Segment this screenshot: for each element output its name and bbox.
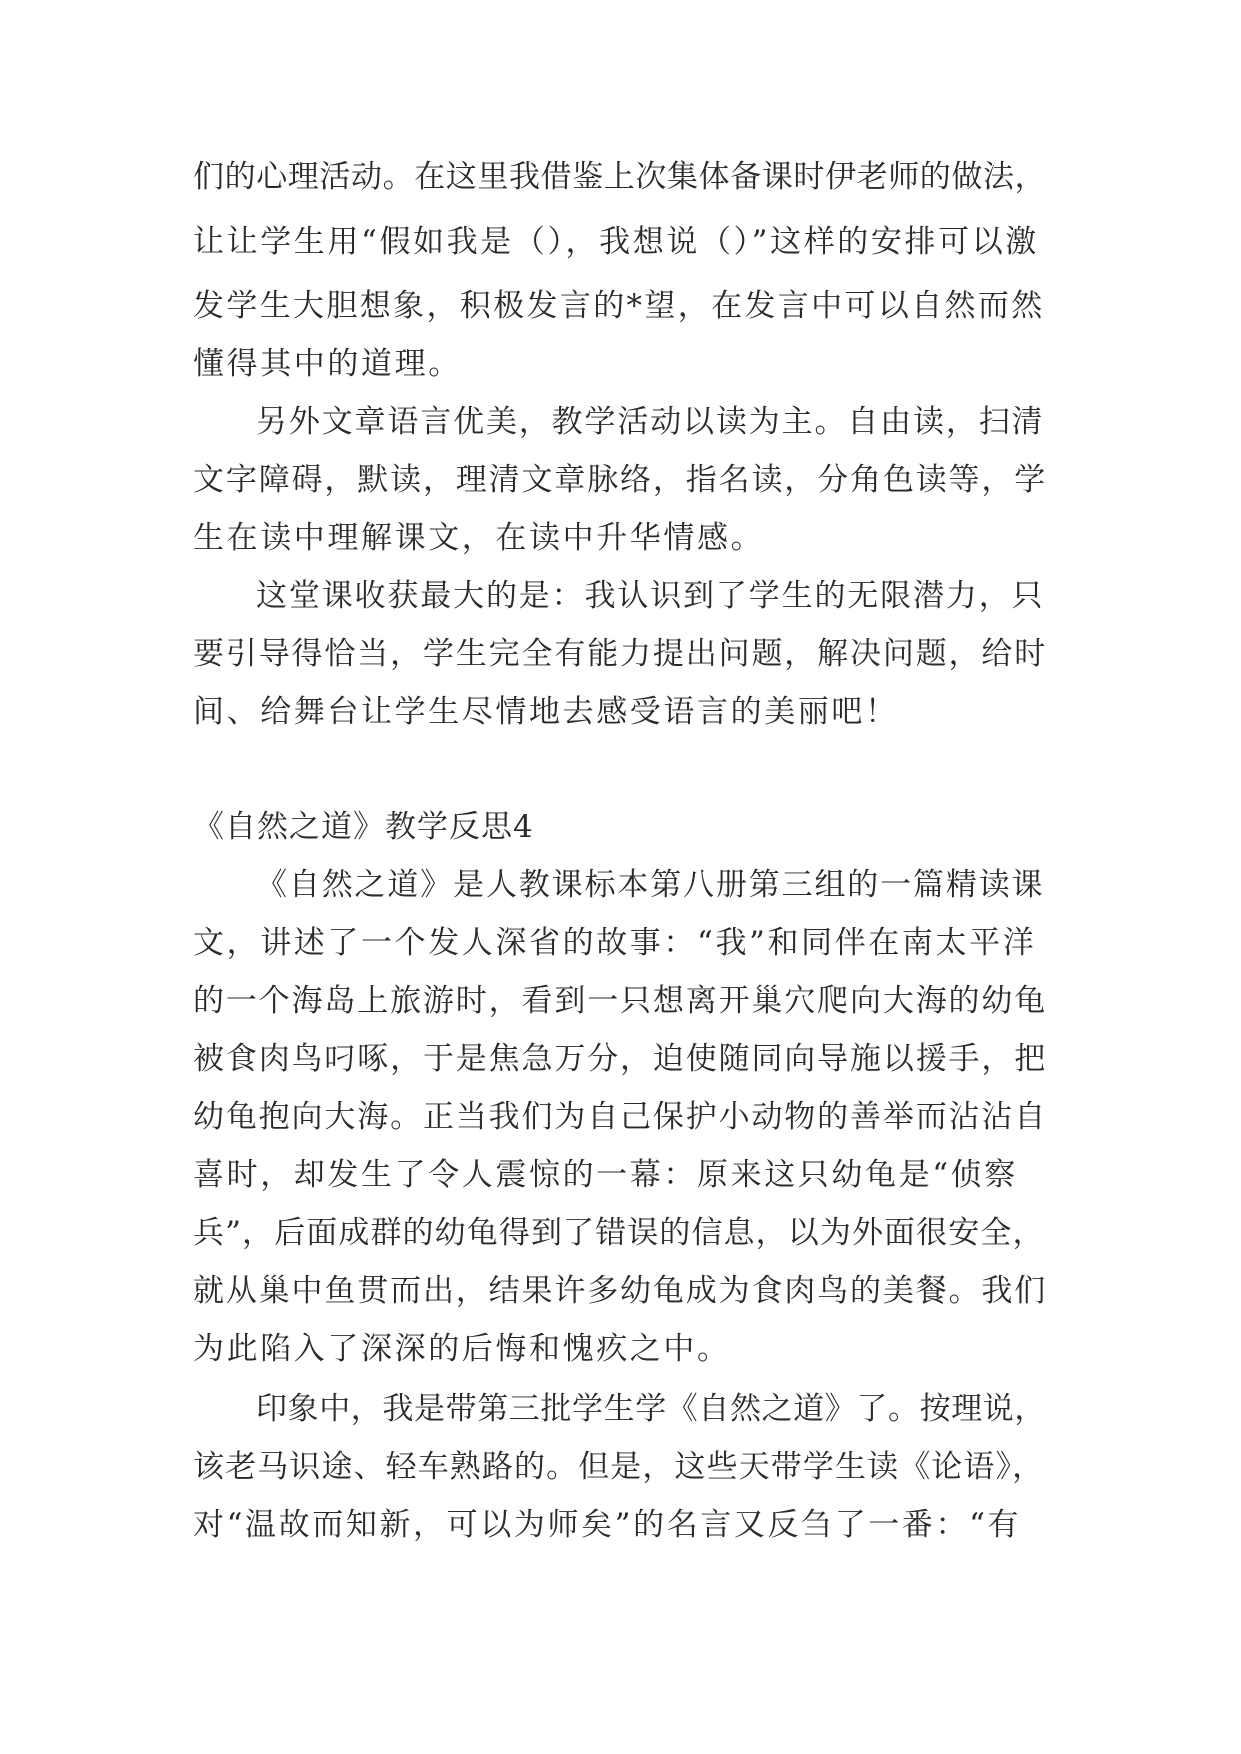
text-line: 印象中，我是带第三批学生学《自然之道》了。按理说，: [256, 1391, 1046, 1427]
text-line: 就从巢中鱼贯而出，结果许多幼龟成为食肉鸟的美餐。我们: [193, 1273, 1048, 1309]
text-line: 要引导得恰当，学生完全有能力提出问题，解决问题，给时: [193, 636, 1048, 672]
text-line: 懂得其中的道理。: [193, 346, 462, 382]
text-line: 发学生大胆想象，积极发言的*望，在发言中可以自然而然: [193, 288, 1045, 324]
text-line: 这堂课收获最大的是：我认识到了学生的无限潜力，只: [256, 578, 1045, 614]
text-line: 为此陷入了深深的后悔和愧疚之中。: [193, 1331, 731, 1367]
text-line: 幼龟抱向大海。正当我们为自己保护小动物的善举而沾沾自: [193, 1099, 1048, 1135]
section-heading: 《自然之道》教学反思4: [193, 809, 534, 845]
text-line: 另外文章语言优美，教学活动以读为主。自由读，扫清: [256, 404, 1045, 440]
text-line: 对“温故而知新，可以为师矣”的名言又反刍了一番：“有: [193, 1507, 1022, 1543]
text-line: 文，讲述了一个发人深省的故事：“我”和同伴在南太平洋: [193, 925, 1037, 961]
text-line: 该老马识途、轻车熟路的。但是，这些天带学生读《论语》，: [193, 1449, 1045, 1485]
text-line: 让让学生用“假如我是（），我想说（）”这样的安排可以激: [193, 224, 1039, 260]
text-line: 间、给舞台让学生尽情地去感受语言的美丽吧！: [193, 694, 899, 730]
text-line: 的一个海岛上旅游时，看到一只想离开巢穴爬向大海的幼龟: [193, 983, 1048, 1019]
text-line: 被食肉鸟叼啄，于是焦急万分，迫使随同向导施以援手，把: [193, 1041, 1048, 1077]
text-line: 们的心理活动。在这里我借鉴上次集体备课时伊老师的做法，: [193, 159, 1047, 195]
text-line: 兵”，后面成群的幼龟得到了错误的信息，以为外面很安全，: [193, 1215, 1045, 1251]
text-line: 《自然之道》是人教课标本第八册第三组的一篇精读课: [256, 867, 1045, 903]
text-line: 生在读中理解课文，在读中升华情感。: [193, 520, 765, 556]
text-line: 文字障碍，默读，理清文章脉络，指名读，分角色读等，学: [193, 462, 1048, 498]
text-line: 喜时，却发生了令人震惊的一幕：原来这只幼龟是“侦察: [193, 1157, 1018, 1193]
